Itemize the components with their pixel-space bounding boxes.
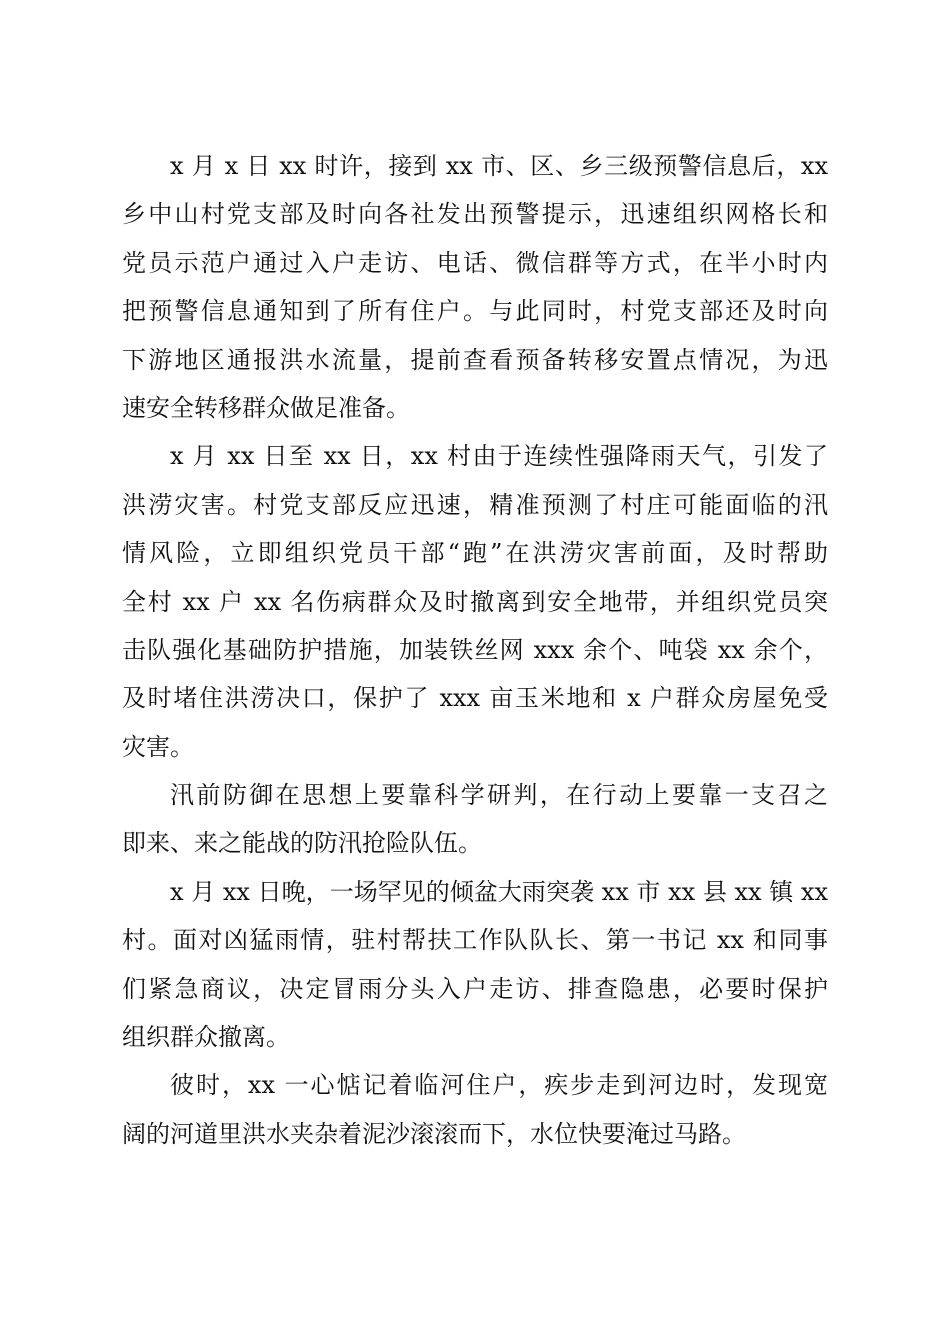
text-line: 灾害。 [122, 732, 194, 761]
text-line: 彼时，xx 一心惦记着临河住户，疾步走到河边时，发现宽 [170, 1071, 828, 1100]
paragraph-flood-response [122, 432, 828, 771]
paragraph-rainstorm-night [122, 868, 828, 1062]
paragraph-riverside-check [122, 1061, 828, 1158]
text-line: 把预警信息通知到了所有住户。与此同时，村党支部还及时向 [122, 297, 828, 326]
text-line: 速安全转移群众做足准备。 [122, 393, 410, 422]
text-line: 及时堵住洪涝决口，保护了 xxx 亩玉米地和 x 户群众房屋免受 [122, 684, 828, 713]
text-line: 击队强化基础防护措施，加装铁丝网 xxx 余个、吨袋 xx 余个， [122, 635, 828, 664]
paragraph-prevention-principle [122, 771, 828, 868]
text-line: 党员示范户通过入户走访、电话、微信群等方式，在半小时内 [122, 248, 828, 277]
document-body [122, 142, 828, 1158]
text-line: 洪涝灾害。村党支部反应迅速，精准预测了村庄可能面临的汛 [122, 490, 828, 519]
text-line: x 月 xx 日至 xx 日，xx 村由于连续性强降雨天气，引发了 [170, 442, 828, 471]
text-line: 们紧急商议，决定冒雨分头入户走访、排查隐患，必要时保护 [122, 974, 828, 1003]
text-line: 汛前防御在思想上要靠科学研判，在行动上要靠一支召之 [170, 781, 828, 810]
text-line: 村。面对凶猛雨情，驻村帮扶工作队队长、第一书记 xx 和同事 [122, 926, 828, 955]
text-line: 下游地区通报洪水流量，提前查看预备转移安置点情况，为迅 [122, 345, 828, 374]
text-line: 阔的河道里洪水夹杂着泥沙滚滚而下，水位快要淹过马路。 [122, 1119, 746, 1148]
text-line: 乡中山村党支部及时向各社发出预警提示，迅速组织网格长和 [122, 200, 828, 229]
text-line: 组织群众撤离。 [122, 1023, 290, 1052]
text-line: 情风险，立即组织党员干部“跑”在洪涝灾害前面，及时帮助 [122, 539, 828, 568]
paragraph-warning-notice [122, 142, 828, 432]
text-line: 即来、来之能战的防汛抢险队伍。 [122, 829, 482, 858]
text-line: 全村 xx 户 xx 名伤病群众及时撤离到安全地带，并组织党员突 [122, 587, 828, 616]
text-line: x 月 xx 日晚，一场罕见的倾盆大雨突袭 xx 市 xx 县 xx 镇 xx [170, 877, 828, 906]
text-line: x 月 x 日 xx 时许，接到 xx 市、区、乡三级预警信息后，xx [170, 152, 828, 180]
